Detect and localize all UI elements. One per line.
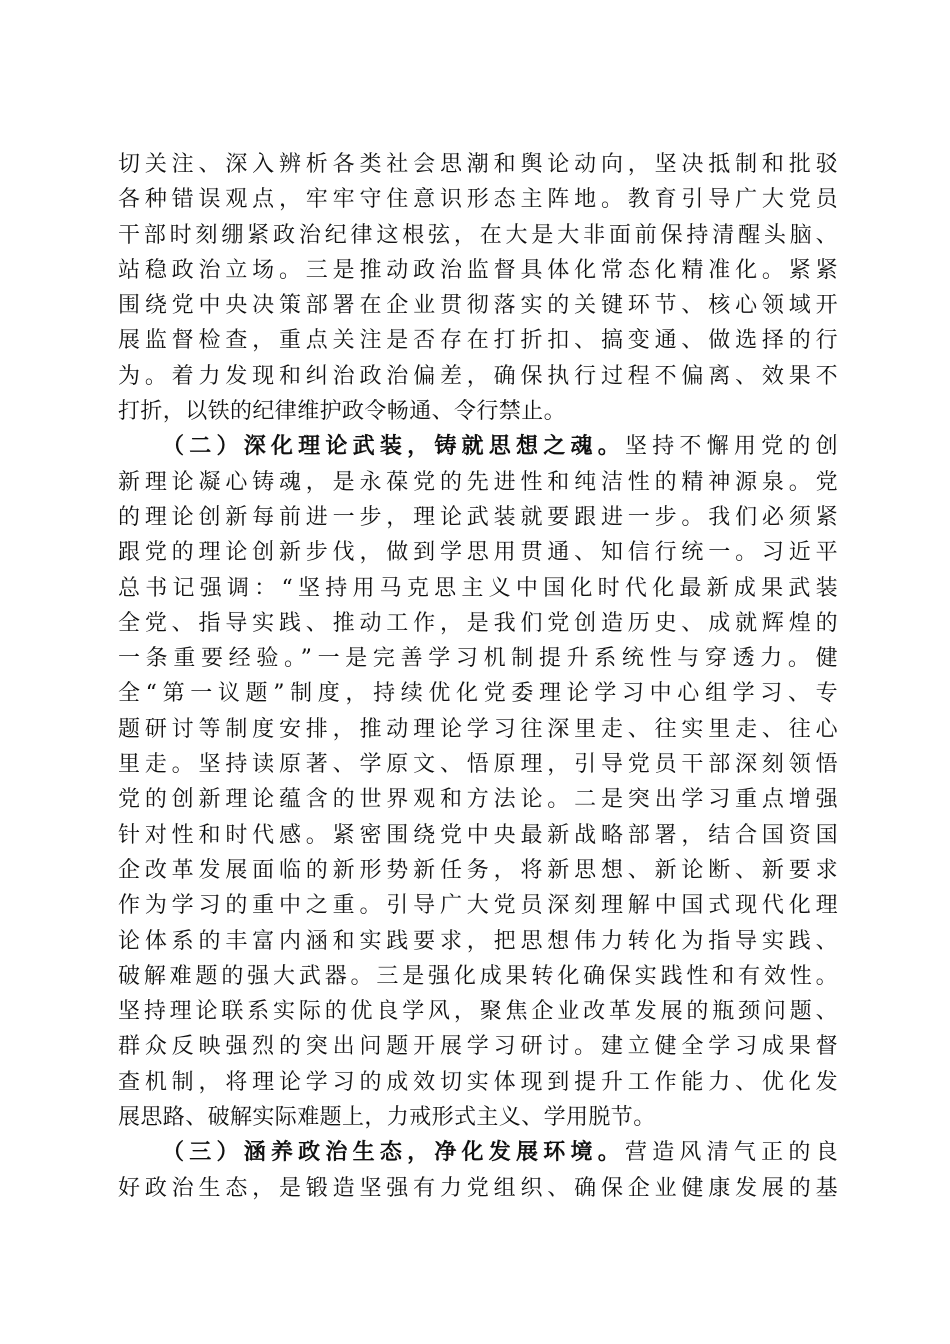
text-line: 各种错误观点，牢牢守住意识形态主阵地。教育引导广大党员 xyxy=(118,187,838,213)
text-line: 好政治生态，是锻造坚强有力党组织、确保企业健康发展的基 xyxy=(118,1175,838,1201)
text-line: 新理论凝心铸魂，是永葆党的先进性和纯洁性的精神源泉。党 xyxy=(118,469,838,495)
text-line: 企改革发展面临的新形势新任务，将新思想、新论断、新要求 xyxy=(118,857,838,883)
text-line: 打折，以铁的纪律维护政令畅通、令行禁止。 xyxy=(118,399,567,425)
text-line: 切关注、深入辨析各类社会思潮和舆论动向，坚决抵制和批驳 xyxy=(118,152,838,177)
text-line: 题研讨等制度安排，推动理论学习往深里走、往实里走、往心 xyxy=(118,716,838,742)
text-line: 党的创新理论蕴含的世界观和方法论。二是突出学习重点增强 xyxy=(118,787,838,813)
paragraph-first-line xyxy=(118,1135,838,1170)
paragraph-first-line xyxy=(118,429,838,464)
text-line: 的理论创新每前进一步，理论武装就要跟进一步。我们必须紧 xyxy=(118,504,838,530)
text-line: 里走。坚持读原著、学原文、悟原理，引导党员干部深刻领悟 xyxy=(118,752,838,778)
section-heading: （三）涵养政治生态，净化发展环境。 xyxy=(162,1139,625,1166)
text-line: 群众反映强烈的突出问题开展学习研讨。建立健全学习成果督 xyxy=(118,1034,838,1060)
text-line: 为。着力发现和纠治政治偏差，确保执行过程不偏离、效果不 xyxy=(118,363,838,389)
paragraph-1 xyxy=(118,147,838,429)
document-body xyxy=(118,147,838,1206)
text-line: 跟党的理论创新步伐，做到学思用贯通、知信行统一。习近平 xyxy=(118,540,838,566)
text-run: 坚持不懈用党的创 xyxy=(624,434,838,460)
text-line: 一条重要经验。”一是完善学习机制提升系统性与穿透力。健 xyxy=(118,646,838,672)
text-line: 查机制，将理论学习的成效切实体现到提升工作能力、优化发 xyxy=(118,1069,838,1095)
text-line: 论体系的丰富内涵和实践要求，把思想伟力转化为指导实践、 xyxy=(118,928,838,954)
text-line: 总书记强调：“坚持用马克思主义中国化时代化最新成果武装 xyxy=(118,575,838,601)
text-run: 营造风清气正的良 xyxy=(624,1140,838,1166)
text-line: 围绕党中央决策部署在企业贯彻落实的关键环节、核心领域开 xyxy=(118,293,838,319)
text-line: 全党、指导实践、推动工作，是我们党创造历史、成就辉煌的 xyxy=(118,610,838,636)
text-line: 破解难题的强大武器。三是强化成果转化确保实践性和有效性。 xyxy=(118,963,838,989)
section-heading: （二）深化理论武装，铸就思想之魂。 xyxy=(162,433,625,460)
text-line: 针对性和时代感。紧密围绕党中央最新战略部署，结合国资国 xyxy=(118,822,838,848)
text-line: 展思路、破解实际难题上，力戒形式主义、学用脱节。 xyxy=(118,1105,656,1131)
paragraph-3 xyxy=(118,1135,838,1206)
text-line: 展监督检查，重点关注是否存在打折扣、搞变通、做选择的行 xyxy=(118,328,838,354)
paragraph-2 xyxy=(118,429,838,1135)
text-line: 站稳政治立场。三是推动政治监督具体化常态化精准化。紧紧 xyxy=(118,257,838,283)
text-line: 干部时刻绷紧政治纪律这根弦，在大是大非面前保持清醒头脑、 xyxy=(118,222,838,248)
text-line: 全“第一议题”制度，持续优化党委理论学习中心组学习、专 xyxy=(118,681,838,707)
text-line: 作为学习的重中之重。引导广大党员深刻理解中国式现代化理 xyxy=(118,893,838,919)
text-line: 坚持理论联系实际的优良学风，聚焦企业改革发展的瓶颈问题、 xyxy=(118,999,838,1025)
